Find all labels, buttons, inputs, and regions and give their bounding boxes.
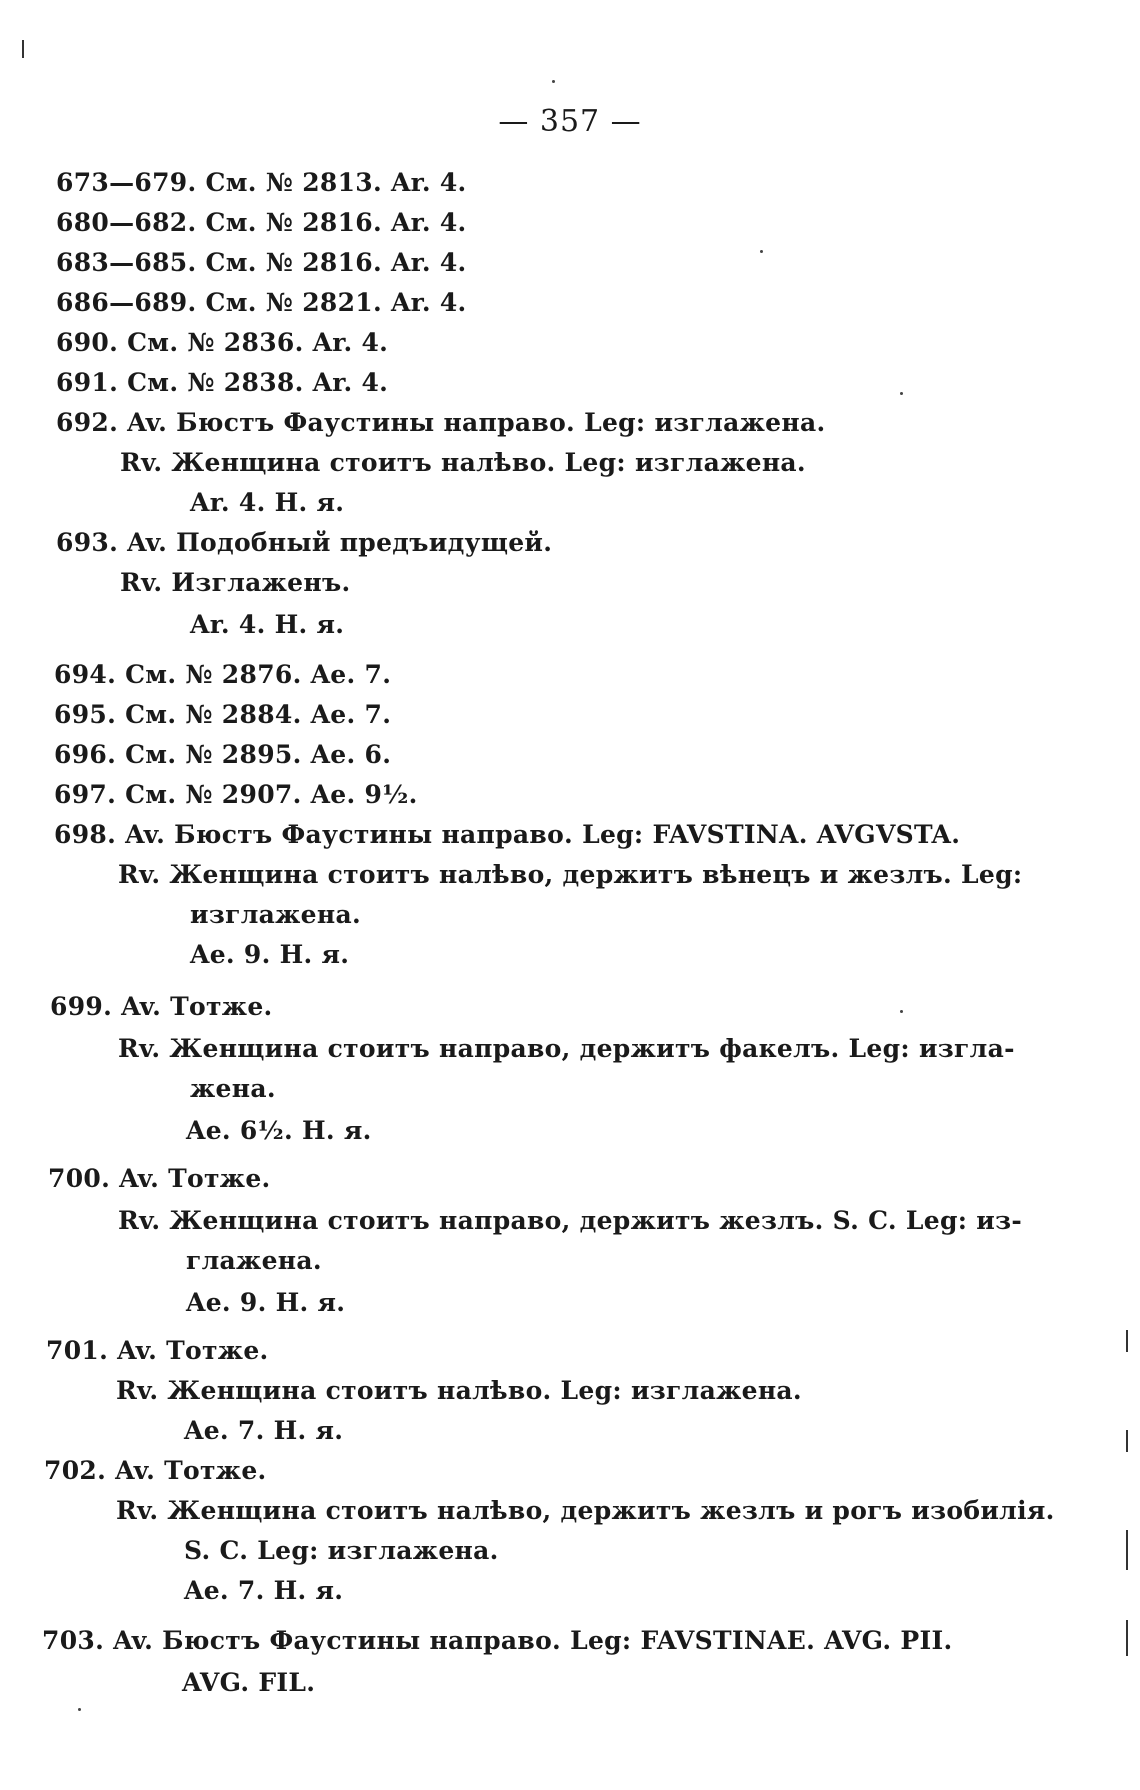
entry-text: См. № 2836. Ar. 4. (127, 328, 389, 357)
catalog-line (190, 1074, 276, 1103)
catalog-line (190, 940, 349, 969)
entry-text: Av. Тотже. (121, 992, 273, 1021)
entry-text: Av. Тотже. (117, 1336, 269, 1365)
catalog-line (120, 568, 350, 597)
entry-text: Av. Тотже. (115, 1456, 267, 1485)
catalog-line (120, 448, 806, 477)
catalog-line (186, 1246, 322, 1275)
entry-number: 698. (54, 820, 117, 849)
scan-speck (552, 80, 555, 83)
entry-text: Rv. Женщина стоитъ налѣво. Leg: изглажена. (116, 1376, 802, 1405)
entry-text: См. № 2838. Ar. 4. (127, 368, 389, 397)
scan-mark (1126, 1330, 1128, 1352)
scan-mark (1126, 1620, 1128, 1656)
entry-number: 680—682. (56, 208, 197, 237)
catalog-line (56, 288, 467, 317)
entry-text: См. № 2816. Ar. 4. (205, 208, 467, 237)
entry-text: Rv. Женщина стоитъ налѣво. Leg: изглажена. (120, 448, 806, 477)
catalog-line (190, 610, 344, 639)
entry-text: Av. Бюстъ Фаустины направо. Leg: FAVSTINAE. AVG. PII. (113, 1626, 953, 1655)
catalog-line (50, 992, 273, 1021)
entry-text: Ae. 9. Н. я. (186, 1288, 346, 1317)
catalog-line (118, 1034, 1015, 1063)
entry-number: 695. (54, 700, 117, 729)
entry-text: Ae. 7. Н. я. (184, 1416, 344, 1445)
entry-number: 694. (54, 660, 117, 689)
entry-number: 697. (54, 780, 117, 809)
catalog-line (54, 700, 391, 729)
entry-text: Rv. Изглаженъ. (120, 568, 351, 597)
entry-text: Av. Подобный предъидущей. (127, 528, 553, 557)
catalog-line (116, 1496, 1055, 1525)
catalog-line (56, 168, 467, 197)
scan-mark (22, 40, 24, 58)
entry-text: См. № 2895. Ae. 6. (125, 740, 392, 769)
entry-text: Rv. Женщина стоитъ налѣво, держитъ жезлъ и рогъ изобилія. (116, 1496, 1055, 1525)
catalog-line (54, 740, 391, 769)
entry-text: См. № 2813. Ar. 4. (205, 168, 467, 197)
catalog-line (54, 780, 418, 809)
entry-number: 686—689. (56, 288, 197, 317)
entry-text: См. № 2876. Ae. 7. (125, 660, 392, 689)
catalog-line (190, 488, 344, 517)
catalog-line (56, 248, 467, 277)
entry-text: жена. (190, 1074, 276, 1103)
catalog-line (48, 1164, 271, 1193)
catalog-line (56, 368, 388, 397)
catalog-line (118, 1206, 1022, 1235)
entry-text: Av. Бюстъ Фаустины направо. Leg: FAVSTINA. AVGVSTA. (125, 820, 961, 849)
entry-text: изглажена. (190, 900, 361, 929)
scan-speck (900, 392, 903, 395)
entry-text: См. № 2816. Ar. 4. (205, 248, 467, 277)
entry-text: Rv. Женщина стоитъ направо, держитъ факелъ. Leg: изгла- (118, 1034, 1015, 1063)
entry-text: Av. Бюстъ Фаустины направо. Leg: изглажена. (127, 408, 826, 437)
scan-speck (900, 1010, 903, 1013)
entry-number: 699. (50, 992, 113, 1021)
catalog-line (56, 528, 552, 557)
catalog-line (42, 1626, 953, 1655)
scan-mark (1126, 1430, 1128, 1452)
entry-text: См. № 2884. Ae. 7. (125, 700, 392, 729)
entry-text: S. C. Leg: изглажена. (184, 1536, 499, 1565)
scan-speck (760, 250, 763, 253)
catalog-line (184, 1576, 343, 1605)
entry-text: Ar. 4. Н. я. (190, 610, 345, 639)
entry-text: Rv. Женщина стоитъ направо, держитъ жезлъ. S. C. Leg: из- (118, 1206, 1023, 1235)
catalog-line (44, 1456, 267, 1485)
entry-number: 692. (56, 408, 119, 437)
catalog-line (56, 208, 467, 237)
catalog-line (118, 860, 1022, 889)
entry-text: AVG. FIL. (182, 1668, 316, 1697)
page-number-header: — 357 — (498, 104, 642, 139)
entry-number: 691. (56, 368, 119, 397)
catalog-line (54, 820, 960, 849)
catalog-line (184, 1536, 499, 1565)
entry-number: 701. (46, 1336, 109, 1365)
catalog-line (184, 1416, 343, 1445)
entry-text: глажена. (186, 1246, 322, 1275)
entry-text: См. № 2907. Ae. 9½. (125, 780, 418, 809)
entry-number: 693. (56, 528, 119, 557)
scan-mark (1126, 1530, 1128, 1570)
entry-number: 703. (42, 1626, 105, 1655)
entry-text: Ae. 6½. Н. я. (186, 1116, 372, 1145)
entry-number: 690. (56, 328, 119, 357)
entry-number: 696. (54, 740, 117, 769)
catalog-line (46, 1336, 269, 1365)
catalog-line (182, 1668, 315, 1697)
scan-speck (78, 1708, 81, 1711)
catalog-line (190, 900, 361, 929)
catalog-line (54, 660, 391, 689)
catalog-line (116, 1376, 802, 1405)
entry-text: Ae. 9. Н. я. (190, 940, 350, 969)
entry-number: 700. (48, 1164, 111, 1193)
entry-text: См. № 2821. Ar. 4. (205, 288, 467, 317)
entry-text: Av. Тотже. (119, 1164, 271, 1193)
entry-text: Rv. Женщина стоитъ налѣво, держитъ вѣнецъ и жезлъ. Leg: (118, 860, 1023, 889)
catalog-line (56, 328, 388, 357)
entry-number: 683—685. (56, 248, 197, 277)
catalog-line (186, 1288, 345, 1317)
entry-number: 702. (44, 1456, 107, 1485)
catalog-line (56, 408, 825, 437)
entry-number: 673—679. (56, 168, 197, 197)
entry-text: Ae. 7. Н. я. (184, 1576, 344, 1605)
catalog-line (186, 1116, 372, 1145)
entry-text: Ar. 4. Н. я. (190, 488, 345, 517)
